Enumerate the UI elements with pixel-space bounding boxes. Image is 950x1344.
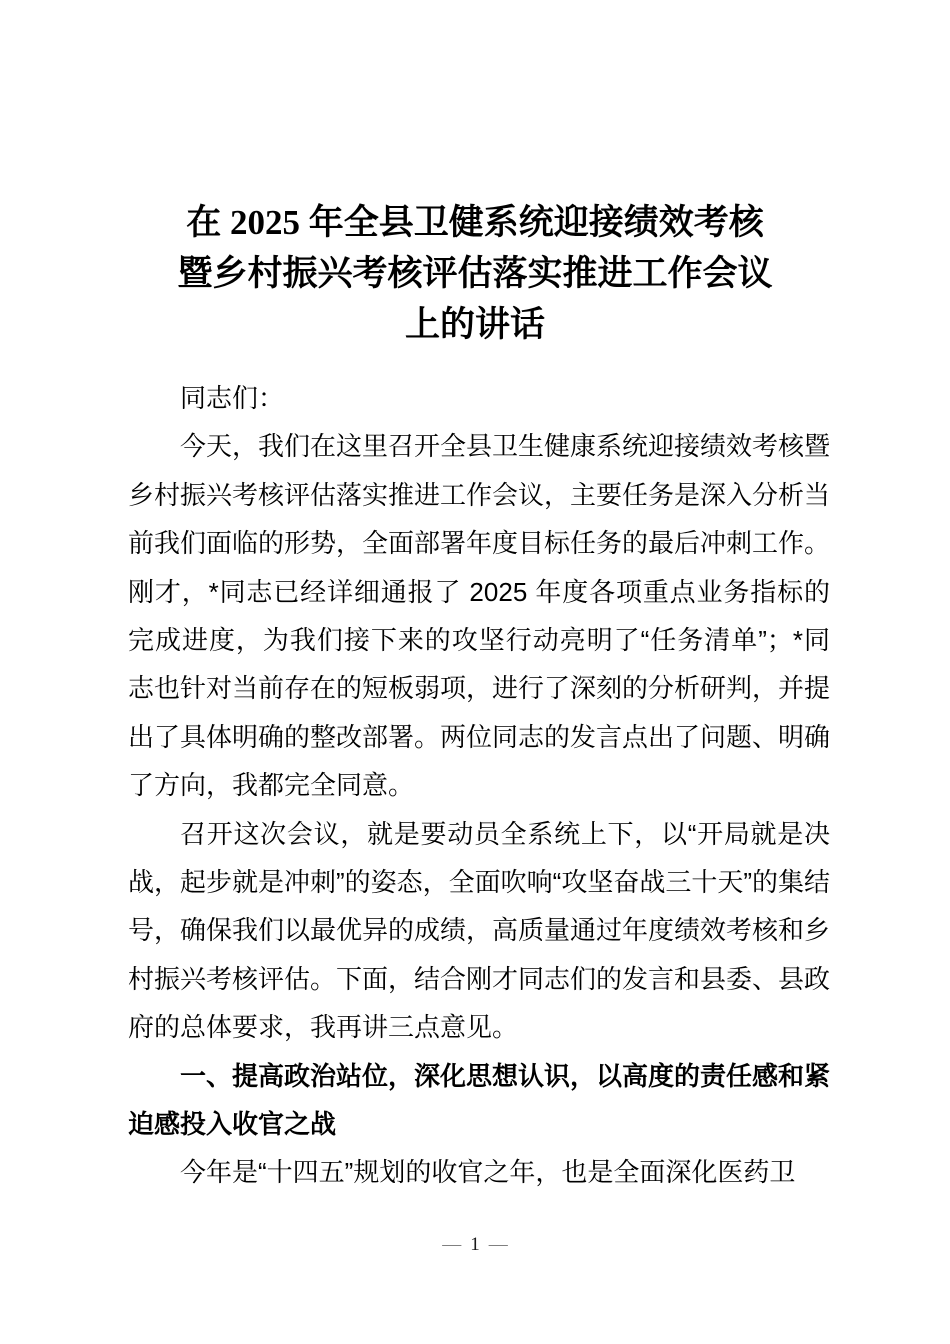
document-title-line-2: 暨乡村振兴考核评估落实推进工作会议 xyxy=(177,254,773,294)
page-number: 1 xyxy=(470,1234,480,1255)
paragraph-opening: 今天，我们在这里召开全县卫生健康系统迎接绩效考核暨乡村振兴考核评估落实推进工作会议，主要任务是深入分析当前我们面临的形势，全面部署年度目标任务的最后冲刺工作。刚才，*同志已经详细通报了 2025 年度各项重点业务指标的完成进度，为我们接下来的攻坚行动亮明了“任务清单”；*同志也针对当前存在的短板弱项，进行了深刻的分析研判，并提出了具体明确的整改部署。两位同志的发言点出了问题、明确了方向，我都完全同意。 xyxy=(128,431,831,801)
document-title-line-3: 上的讲话 xyxy=(404,305,545,345)
document-title xyxy=(0,23,950,350)
paragraph-mobilization: 召开这次会议，就是要动员全系统上下，以“开局就是决战，起步就是冲刺”的姿态，全面吹响“攻坚奋战三十天”的集结号，确保我们以最优异的成绩，高质量通过年度绩效考核和乡村振兴考核评估。下面，结合刚才同志们的发言和县委、县政府的总体要求，我再讲三点意见。 xyxy=(128,818,831,1043)
document-body xyxy=(128,374,830,1197)
footer-dash-left: — xyxy=(442,1234,462,1255)
page-footer xyxy=(0,1234,950,1256)
footer-dash-right: — xyxy=(488,1234,508,1255)
paragraph-salutation: 同志们： xyxy=(180,382,285,413)
paragraph-section-1-intro: 今年是“十四五”规划的收官之年，也是全面深化医药卫 xyxy=(180,1157,796,1188)
section-heading-1: 一、提高政治站位，深化思想认识，以高度的责任感和紧迫感投入收官之战 xyxy=(128,1060,831,1139)
document-title-line-1: 在 2025 年全县卫健系统迎接绩效考核 xyxy=(186,203,764,243)
